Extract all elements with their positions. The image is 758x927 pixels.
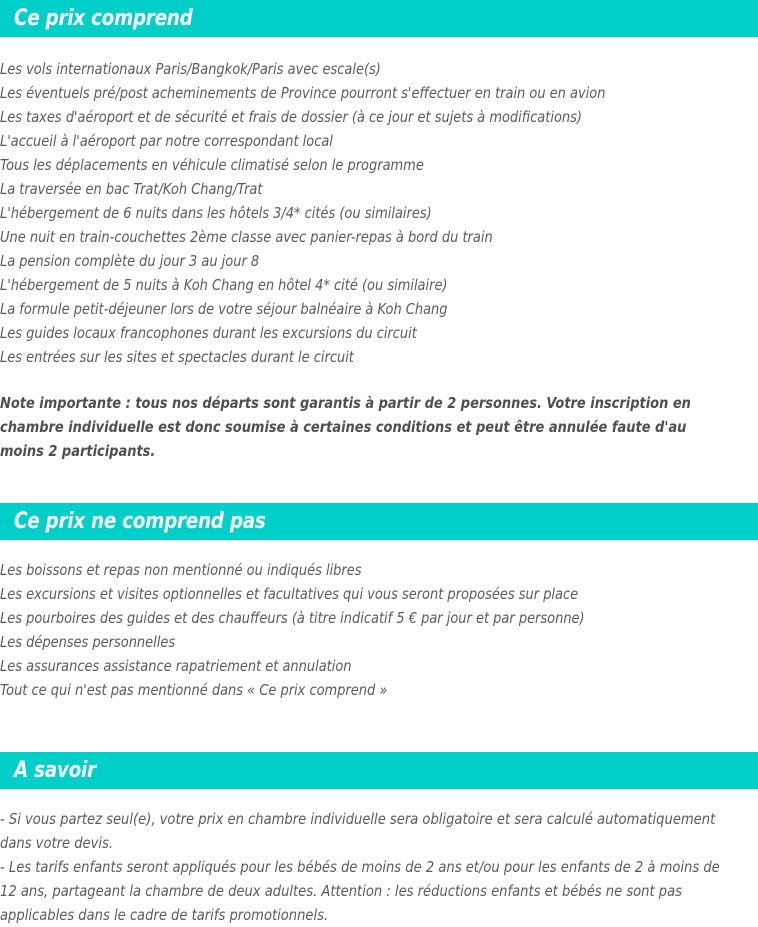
- list-item: Une nuit en train-couchettes 2ème classe avec panier-repas à bord du train: [0, 228, 493, 246]
- list-item: Les boissons et repas non mentionné ou indiqués libres: [0, 561, 362, 579]
- list-item: La formule petit-déjeuner lors de votre séjour balnéaire à Koh Chang: [0, 300, 448, 318]
- info-paragraph: - Si vous partez seul(e), votre prix en chambre individuelle sera obligatoire et sera calculé automatiquement dans votre devis.: [0, 810, 716, 852]
- section-header-ce-prix-ne-comprend-pas: [0, 503, 758, 540]
- included-items-list: [0, 57, 752, 369]
- important-note: Note importante : tous nos départs sont garantis à partir de 2 personnes. Votre inscription en chambre individuelle est donc soumise à certaines conditions et peut être annulée faute d'au moins 2 participants.: [0, 394, 691, 460]
- spacer: [0, 540, 758, 558]
- list-item: La traversée en bac Trat/Koh Chang/Trat: [0, 180, 263, 198]
- list-item: Les assurances assistance rapatriement et annulation: [0, 657, 352, 675]
- list-item: La pension complète du jour 3 au jour 8: [0, 252, 260, 270]
- section-body-ce-prix-comprend: [0, 57, 758, 463]
- info-paragraph: - Les tarifs enfants seront appliqués pour les bébés de moins de 2 ans et/ou pour les enfants de 2 à moins de 12 ans, partageant la chambre de deux adultes. Attention : les réductions enfants et bébés ne sont pas applicables dans le cadre de tarifs promotionnels.: [0, 858, 720, 924]
- list-item: Les taxes d'aéroport et de sécurité et frais de dossier (à ce jour et sujets à modifications): [0, 108, 582, 126]
- list-item: Les vols internationaux Paris/Bangkok/Paris avec escale(s): [0, 60, 381, 78]
- spacer: [0, 463, 758, 503]
- spacer: [0, 789, 758, 807]
- section-title-ce-prix-comprend: Ce prix comprend: [14, 5, 193, 31]
- section-header-a-savoir: [0, 752, 758, 789]
- section-body-a-savoir: [0, 807, 758, 927]
- spacer: [0, 369, 752, 391]
- list-item: Les entrées sur les sites et spectacles durant le circuit: [0, 348, 354, 366]
- list-item: L'hébergement de 5 nuits à Koh Chang en hôtel 4* cité (ou similaire): [0, 276, 448, 294]
- list-item: Les excursions et visites optionnelles et facultatives qui vous seront proposées sur place: [0, 585, 579, 603]
- list-item: Tous les déplacements en véhicule climatisé selon le programme: [0, 156, 424, 174]
- spacer: [0, 702, 758, 752]
- section-title-a-savoir: A savoir: [14, 757, 96, 783]
- excluded-items-list: [0, 558, 752, 702]
- list-item: L'hébergement de 6 nuits dans les hôtels 3/4* cités (ou similaires): [0, 204, 432, 222]
- list-item: Les éventuels pré/post acheminements de Province pourront s'effectuer en train ou en avion: [0, 84, 606, 102]
- list-item: Les dépenses personnelles: [0, 633, 176, 651]
- list-item: L'accueil à l'aéroport par notre correspondant local: [0, 132, 333, 150]
- list-item: Les pourboires des guides et des chauffeurs (à titre indicatif 5 € par jour et par personne): [0, 609, 585, 627]
- section-header-ce-prix-comprend: [0, 0, 758, 37]
- list-item: Les guides locaux francophones durant les excursions du circuit: [0, 324, 417, 342]
- section-body-ce-prix-ne-comprend-pas: [0, 558, 758, 702]
- list-item: Tout ce qui n'est pas mentionné dans « Ce prix comprend »: [0, 681, 388, 699]
- spacer: [0, 37, 758, 57]
- section-title-ce-prix-ne-comprend-pas: Ce prix ne comprend pas: [14, 508, 266, 534]
